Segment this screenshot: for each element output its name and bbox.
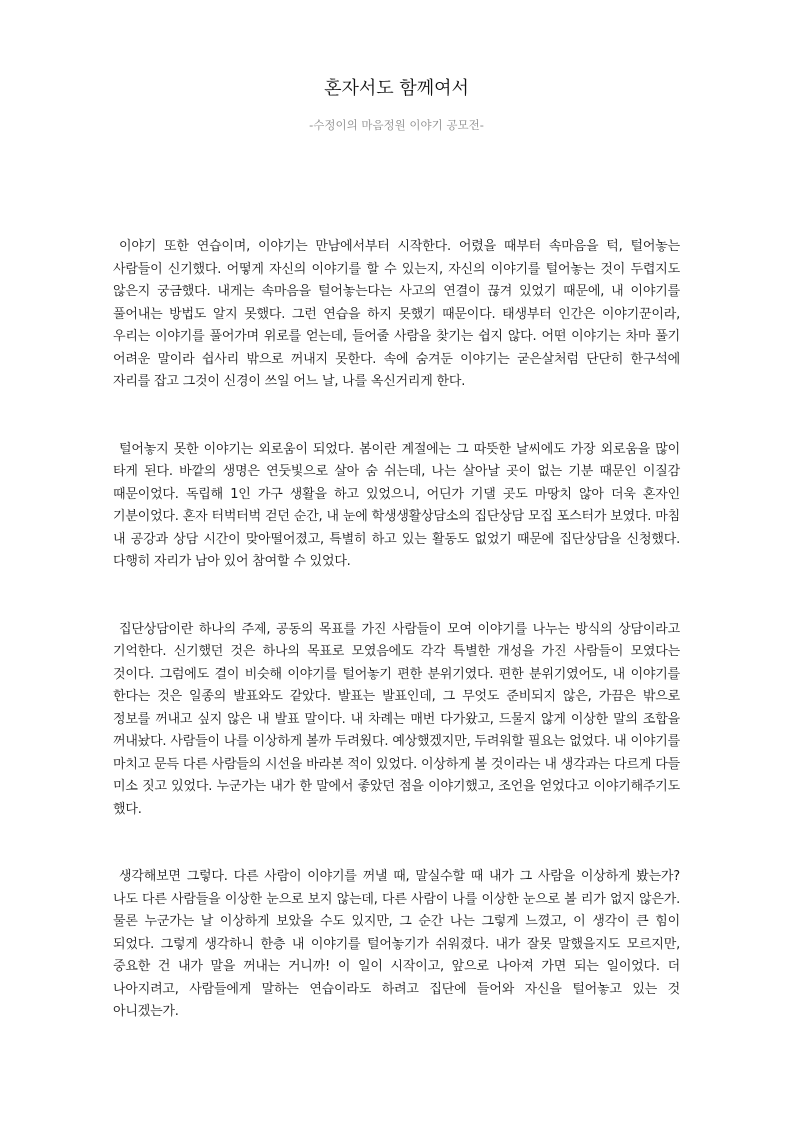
paragraph-1: 이야기 또한 연습이며, 이야기는 만남에서부터 시작한다. 어렸을 때부터 속마음을 턱, 털어놓는 사람들이 신기했다. 어떻게 자신의 이야기를 할 수 있는지, 자신의 이야기를 털어놓는 것이 두렵지도 않은지 궁금했다. 내게는 속마음을 털어놓는다는 사고의 연결이 끊겨 있었기 때문에, 내 이야기를 풀어내는 방법도 알지 못했다. 그런 연습을 하지 못했기 때문이다. 태생부터 인간은 이야기꾼이라, 우리는 이야기를 풀어가며 위로를 얻는데, 들어줄 사람을 찾기는 쉽지 않다. 어떤 이야기는 차마 풀기 어려운 말이라 쉽사리 밖으로 꺼내지 못한다. 속에 숨겨둔 이야기는 굳은살처럼 단단히 한구석에 자리를 잡고 그것이 신경이 쓰일 어느 날, 나를 옥신거리게 한다. (113, 239, 680, 389)
page-subtitle: -수정이의 마음정원 이야기 공모전- (309, 118, 484, 132)
paragraph-3: 집단상담이란 하나의 주제, 공동의 목표를 가진 사람들이 모여 이야기를 나누는 방식의 상담이라고 기억한다. 신기했던 것은 하나의 목표로 모였음에도 각각 특별한 개성을 가진 사람들이 모였다는 것이다. 그럼에도 결이 비슷해 이야기를 털어놓기 편한 분위기였다. 편한 분위기였어도, 내 이야기를 한다는 것은 일종의 발표와도 같았다. 발표는 발표인데, 그 무엇도 준비되지 않은, 가끔은 밖으로 정보를 꺼내고 싶지 않은 내 발표 말이다. 내 차례는 매번 다가왔고, 드물지 않게 이상한 말의 조합을 꺼내놨다. 사람들이 나를 이상하게 볼까 두려웠다. 예상했겠지만, 두려워할 필요는 없었다. 내 이야기를 마치고 문득 다른 사람들의 시선을 바라본 적이 있었다. 이상하게 볼 것이라는 내 생각과는 다르게 다들 미소 짓고 있었다. 누군가는 내가 한 말에서 좋았던 점을 이야기했고, 조언을 얻었다고 이야기해주기도 했다. (113, 621, 680, 817)
essay-body (113, 236, 680, 1024)
paragraph-4: 생각해보면 그렇다. 다른 사람이 이야기를 꺼낼 때, 말실수할 때 내가 그 사람을 이상하게 봤는가? 나도 다른 사람들을 이상한 눈으로 보지 않는데, 다른 사람이 나를 이상한 눈으로 볼 리가 없지 않은가. 물론 누군가는 날 이상하게 보았을 수도 있지만, 그 순간 나는 그렇게 느꼈고, 이 생각이 큰 힘이 되었다. 그렇게 생각하니 한층 내 이야기를 털어놓기가 쉬워졌다. 내가 잘못 말했을지도 모르지만, 중요한 건 내가 말을 꺼내는 거니까! 이 일이 시작이고, 앞으로 나아져 가면 되는 일이었다. 더 나아지려고, 사람들에게 말하는 연습이라도 하려고 집단에 들어와 자신을 털어놓고 있는 것 아니겠는가. (113, 869, 680, 1019)
page-title: 혼자서도 함께여서 (324, 78, 469, 99)
paragraph-2: 털어놓지 못한 이야기는 외로움이 되었다. 봄이란 계절에는 그 따뜻한 날씨에도 가장 외로움을 많이 타게 된다. 바깥의 생명은 연둣빛으로 살아 숨 쉬는데, 나는 살아날 곳이 없는 기분 때문인 이질감 때문이었다. 독립해 1인 가구 생활을 하고 있었으니, 어딘가 기댈 곳도 마땅치 않아 더욱 혼자인 기분이었다. 혼자 터벅터벅 걷던 순간, 내 눈에 학생생활상담소의 집단상담 모집 포스터가 보였다. 마침 내 공강과 상담 시간이 맞아떨어졌고, 특별히 하고 있는 활동도 없었기 때문에 집단상담을 신청했다. 다행히 자리가 남아 있어 참여할 수 있었다. (113, 441, 680, 569)
